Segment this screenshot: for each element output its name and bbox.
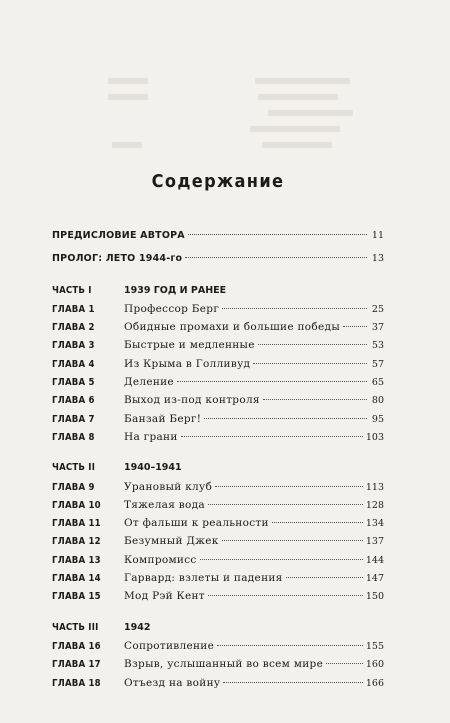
leader-dots	[185, 257, 367, 258]
part-heading	[52, 282, 384, 300]
chapter-page: 155	[365, 640, 384, 652]
chapter-page: 53	[371, 340, 384, 352]
chapter-title: На грани	[124, 430, 178, 443]
chapter-label: ГЛАВА 10	[52, 499, 101, 511]
part-label: ЧАСТЬ II	[52, 462, 96, 474]
chapter-label: ГЛАВА 18	[52, 677, 101, 689]
chapter-title: Из Крыма в Голливуд	[124, 357, 251, 370]
chapter-page: 150	[365, 591, 384, 603]
chapter-title: Гарвард: взлеты и падения	[124, 572, 283, 585]
chapter-label: ГЛАВА 2	[52, 322, 95, 334]
leader-dots	[263, 399, 367, 400]
toc-entry-chapter[interactable]	[52, 637, 384, 655]
chapter-page: 103	[365, 431, 384, 443]
show-through-top	[0, 0, 450, 170]
entry-title: ПРОЛОГ: ЛЕТО 1944-го	[52, 253, 183, 265]
toc-entry-chapter[interactable]	[52, 514, 384, 532]
toc-entry-chapter[interactable]	[52, 410, 384, 428]
part-title: 1939 ГОД И РАНЕЕ	[124, 284, 227, 296]
chapter-page: 113	[365, 481, 384, 493]
toc-entry-chapter[interactable]	[52, 674, 384, 692]
page-title: Содержание	[151, 171, 285, 192]
leader-dots	[177, 381, 367, 382]
chapter-page: 147	[365, 573, 384, 585]
chapter-label: ГЛАВА 4	[52, 358, 95, 370]
chapter-label: ГЛАВА 8	[52, 431, 95, 443]
chapter-page: 80	[371, 395, 384, 407]
part-label: ЧАСТЬ I	[52, 284, 92, 296]
chapter-label: ГЛАВА 12	[52, 536, 101, 548]
chapter-page: 37	[371, 322, 384, 334]
toc-entry-preface[interactable]	[52, 227, 384, 245]
toc-entry-chapter[interactable]	[52, 587, 384, 605]
chapter-label: ГЛАВА 15	[52, 591, 101, 603]
chapter-page: 134	[365, 518, 384, 530]
leader-dots	[272, 522, 363, 523]
leader-dots	[188, 234, 367, 235]
chapter-title: Взрыв, услышанный во всем мире	[124, 658, 324, 671]
part-heading	[52, 459, 384, 477]
toc-entry-chapter[interactable]	[52, 478, 384, 496]
leader-dots	[204, 418, 367, 419]
toc-page	[52, 170, 384, 692]
chapter-label: ГЛАВА 14	[52, 573, 101, 585]
part-title: 1940–1941	[124, 462, 182, 474]
chapter-page: 137	[365, 536, 384, 548]
leader-dots	[217, 645, 363, 646]
chapter-page: 166	[365, 677, 384, 689]
chapter-page: 128	[365, 499, 384, 511]
leader-dots	[223, 682, 363, 683]
chapter-label: ГЛАВА 5	[52, 377, 95, 389]
chapter-label: ГЛАВА 1	[52, 303, 95, 315]
leader-dots	[326, 663, 363, 664]
chapter-title: Обидные промахи и большие победы	[124, 321, 340, 334]
chapter-label: ГЛАВА 13	[52, 554, 101, 566]
leader-dots	[343, 326, 367, 327]
chapter-page: 95	[371, 413, 384, 425]
toc-entry-chapter[interactable]	[52, 428, 384, 446]
leader-dots	[208, 595, 363, 596]
toc-entry-chapter[interactable]	[52, 391, 384, 409]
chapter-title: Безумный Джек	[124, 535, 219, 548]
chapter-title: Банзай Берг!	[124, 412, 202, 425]
chapter-title: Компромисс	[124, 553, 197, 566]
entry-page: 13	[371, 253, 384, 265]
leader-dots	[258, 344, 367, 345]
toc-entry-chapter[interactable]	[52, 569, 384, 587]
chapter-label: ГЛАВА 11	[52, 518, 101, 530]
toc-entry-chapter[interactable]	[52, 496, 384, 514]
chapter-title: Деление	[124, 376, 174, 389]
chapter-title: Профессор Берг	[124, 302, 220, 315]
chapter-page: 144	[365, 554, 384, 566]
toc-entry-prologue[interactable]	[52, 250, 384, 268]
toc-entry-chapter[interactable]	[52, 336, 384, 354]
chapter-title: Выход из-под контроля	[124, 394, 260, 407]
chapter-page: 25	[371, 303, 384, 315]
chapter-title: Быстрые и медленные	[124, 339, 255, 352]
chapter-label: ГЛАВА 16	[52, 640, 101, 652]
toc-entry-chapter[interactable]	[52, 532, 384, 550]
toc-entry-chapter[interactable]	[52, 318, 384, 336]
leader-dots	[222, 540, 363, 541]
chapter-title: Тяжелая вода	[124, 498, 205, 511]
leader-dots	[286, 577, 363, 578]
toc-entry-chapter[interactable]	[52, 373, 384, 391]
leader-dots	[208, 504, 363, 505]
part-heading	[52, 619, 384, 637]
chapter-label: ГЛАВА 7	[52, 413, 95, 425]
chapter-title: Сопротивление	[124, 639, 215, 652]
part-title: 1942	[124, 621, 151, 633]
chapter-label: ГЛАВА 17	[52, 659, 101, 671]
chapter-label: ГЛАВА 9	[52, 481, 95, 493]
leader-dots	[222, 308, 367, 309]
chapter-title: Урановый клуб	[124, 480, 213, 493]
toc-entry-chapter[interactable]	[52, 655, 384, 673]
chapter-label: ГЛАВА 6	[52, 395, 95, 407]
toc-entry-chapter[interactable]	[52, 355, 384, 373]
toc-entry-chapter[interactable]	[52, 551, 384, 569]
leader-dots	[181, 436, 363, 437]
chapter-label: ГЛАВА 3	[52, 340, 95, 352]
chapter-title: Отъезд на войну	[124, 676, 221, 689]
leader-dots	[253, 363, 367, 364]
entry-title: ПРЕДИСЛОВИЕ АВТОРА	[52, 230, 185, 241]
part-label: ЧАСТЬ III	[52, 621, 99, 633]
chapter-title: Мод Рэй Кент	[124, 590, 205, 603]
chapter-page: 57	[371, 358, 384, 370]
toc-entry-chapter[interactable]	[52, 300, 384, 318]
chapter-page: 65	[371, 377, 384, 389]
leader-dots	[215, 486, 363, 487]
entry-page: 11	[371, 230, 384, 241]
leader-dots	[200, 559, 363, 560]
chapter-page: 160	[365, 659, 384, 671]
chapter-title: От фальши к реальности	[124, 517, 269, 530]
